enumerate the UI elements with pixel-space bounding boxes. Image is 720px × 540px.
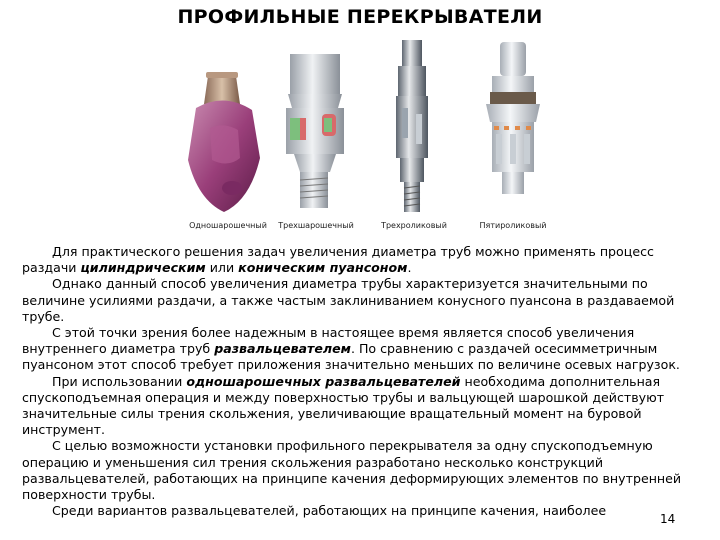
paragraph [22,374,698,439]
three-roller-expander-image [388,38,438,216]
text-run: При использовании [52,373,187,389]
tool-label-three-roller: Трехроликовый [381,221,447,230]
emphasis-conical-punch: коническим пуансоном [238,260,408,276]
body-text [22,244,698,519]
text-run: необходима дополнительная спускоподъемная операция и между поверхностью трубы и вальцующей шарошкой действуют значительные силы трения скольжения, увеличивающие вращательный момент на буровой инструмент. [22,373,665,438]
paragraph [22,438,698,503]
tool-label-five-roller: Пятироликовый [479,221,547,230]
page-title: ПРОФИЛЬНЫЕ ПЕРЕКРЫВАТЕЛИ [177,6,543,28]
paragraph [22,244,698,276]
emphasis-single-cone-expanders: одношарошечных развальцевателей [186,373,461,389]
emphasis-expander: развальцевателем [214,341,351,357]
tool-illustrations [0,0,720,240]
page-number: 14 [660,512,676,526]
text-run: . [407,260,412,276]
single-cone-expander-image [180,68,270,218]
text-run: или [205,260,239,276]
text-run: Однако данный способ увеличения диаметра трубы характеризуется значительными по величине усилиями раздачи, а также частым заклиниванием конусного пуансона в раздаваемой трубе. [22,276,675,324]
paragraph [22,325,698,374]
paragraph [22,276,698,325]
five-roller-expander-image [478,38,548,198]
text-run: С целью возможности установки профильного перекрывателя за одну спускоподъемную операцию и уменьшения сил трения скольжения разработано несколько конструкций развальцевателей, работающих на принципе качения деформирующих элементов по внутренней поверхности трубы. [22,438,682,503]
tool-label-single-cone: Одношарошечный [189,221,267,230]
text-run: Среди вариантов развальцевателей, работающих на принципе качения, наиболее [52,503,607,519]
emphasis-cylindrical: цилиндрическим [80,260,206,276]
text-run: С этой точки зрения более надежным в настоящее время является способ увеличения внутреннего диаметра труб [22,325,635,357]
tool-label-three-cone: Трехшарошечный [278,221,354,230]
text-run: Для практического решения задач увеличения диаметра труб можно применять процесс раздачи [22,244,654,276]
three-cone-expander-image [276,52,356,216]
paragraph [22,503,698,519]
text-run: . По сравнению с раздачей осесимметричным пуансоном этот способ требует приложения значительно меньших по величине осевых нагрузок. [22,341,680,373]
